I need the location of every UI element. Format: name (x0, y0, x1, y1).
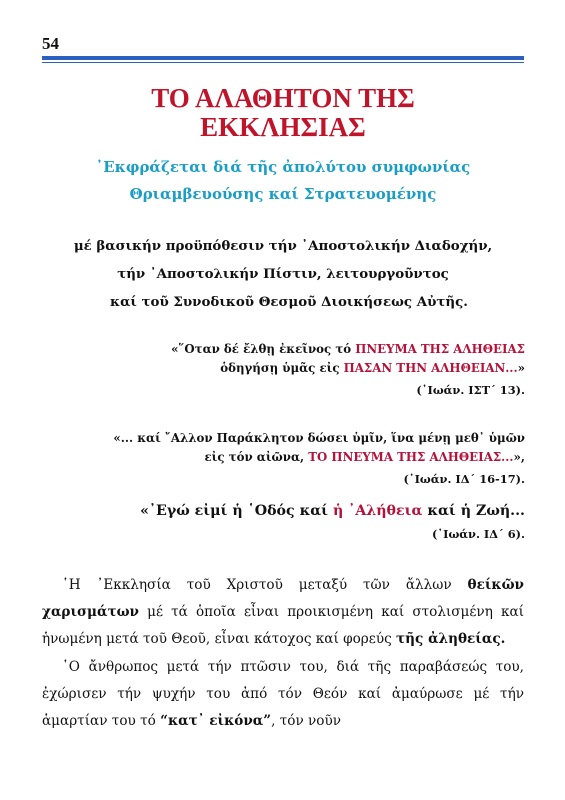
quote-line (140, 500, 525, 522)
intro-line-1: μέ βασικήν προϋπόθεσιν τήν ᾿Αποστολικήν Διαδοχήν, (73, 238, 493, 254)
paragraph-text: , τόν νοῦν (271, 713, 342, 730)
intro-statement (42, 232, 524, 316)
chapter-title (42, 84, 524, 142)
scripture-quote-1 (171, 340, 525, 402)
intro-line-2: τήν ᾿Αποστολικήν Πίστιν, λειτουργοῦντος (117, 266, 449, 282)
quote-text: «᾿Εγώ εἰμί ἡ ῾Οδός καί (140, 503, 333, 519)
quote-highlight: ΠΑΣΑΝ ΤΗΝ ΑΛΗΘΕΙΑΝ... (343, 361, 518, 375)
quote-text: ὁδηγήσῃ ὑμᾶς εἰς (220, 361, 344, 375)
subtitle-line-2: Θριαμβευούσης καί Στρατευομένης (129, 185, 437, 203)
quote-text: », (513, 450, 525, 464)
emphasis: θείκῶν χαρισμάτων (42, 577, 524, 621)
quote-highlight: ΠΝΕΥΜΑ ΤΗΣ ΑΛΗΘΕΙΑΣ (355, 342, 525, 356)
paragraph-2 (42, 654, 524, 736)
quote-reference: (᾿Ιωάν. ΙΔ´ 6). (432, 527, 525, 541)
chapter-subtitle (42, 154, 524, 208)
scripture-quote-3 (140, 500, 525, 546)
subtitle-line-1: ᾿Εκφράζεται διά τῆς ἀπολύτου συμφωνίας (95, 158, 471, 176)
quote-highlight: ἡ ᾿Αλήθεια (332, 503, 423, 519)
title-line-1: ΤΟ ΑΛΑΘΗΤΟΝ ΤΗΣ (151, 83, 415, 113)
paragraph-text: ῾Η ᾿Εκκλησία τοῦ Χριστοῦ μεταξύ τῶν ἄλλων (62, 577, 468, 593)
emphasis: τῆς ἀληθείας. (396, 631, 506, 648)
quote-text: καί ἡ Ζωή... (422, 503, 525, 519)
paragraph-text: ῾Ο ἄνθρωπος μετά τήν πτῶσιν του, διά τῆς παραβάσεώς του, ἐχώρισεν τήν ψυχήν του ἀπό τόν Θεόν καί ἀμαύρωσε μέ τήν ἁμαρτίαν του τό (42, 658, 524, 730)
quote-line (113, 448, 525, 467)
scripture-quote-2 (113, 429, 525, 491)
intro-line-3: καί τοῦ Συνοδικοῦ Θεσμοῦ Διοικήσεως Αὐτῆς. (110, 294, 468, 310)
quote-reference: (᾿Ιωάν. ΙΣΤ´ 13). (416, 383, 525, 397)
quote-reference: (᾿Ιωάν. ΙΔ´ 16-17). (403, 472, 525, 486)
quote-line: «... καί ῎Αλλον Παράκλητον δώσει ὑμῖν, ἵνα μένῃ μεθ᾿ ὑμῶν (113, 431, 525, 445)
quote-highlight: ΤΟ ΠΝΕΥΜΑ ΤΗΣ ΑΛΗΘΕΙΑΣ... (308, 450, 514, 464)
paragraph-1 (42, 572, 524, 654)
page-number: 54 (42, 34, 59, 53)
header-rule (42, 56, 524, 60)
body-text (42, 572, 524, 735)
header-rule-thin (42, 62, 524, 63)
quote-text: «῞Οταν δέ ἔλθῃ ἐκεῖνος τό (171, 342, 356, 356)
paragraph-text: μέ τά ὁποῖα εἶναι προικισμένη καί στολισμένη καί ἡνωμένη μετά τοῦ Θεοῦ, εἶναι κάτοχος καί φορεύς (42, 604, 524, 648)
quote-text: » (517, 361, 525, 375)
quote-text: εἰς τόν αἰῶνα, (204, 450, 309, 464)
emphasis: “κατ᾿ εἰκόνα” (160, 713, 272, 730)
title-line-2: ΕΚΚΛΗΣΙΑΣ (200, 112, 366, 142)
quote-line (171, 359, 525, 378)
quote-line (171, 340, 525, 359)
